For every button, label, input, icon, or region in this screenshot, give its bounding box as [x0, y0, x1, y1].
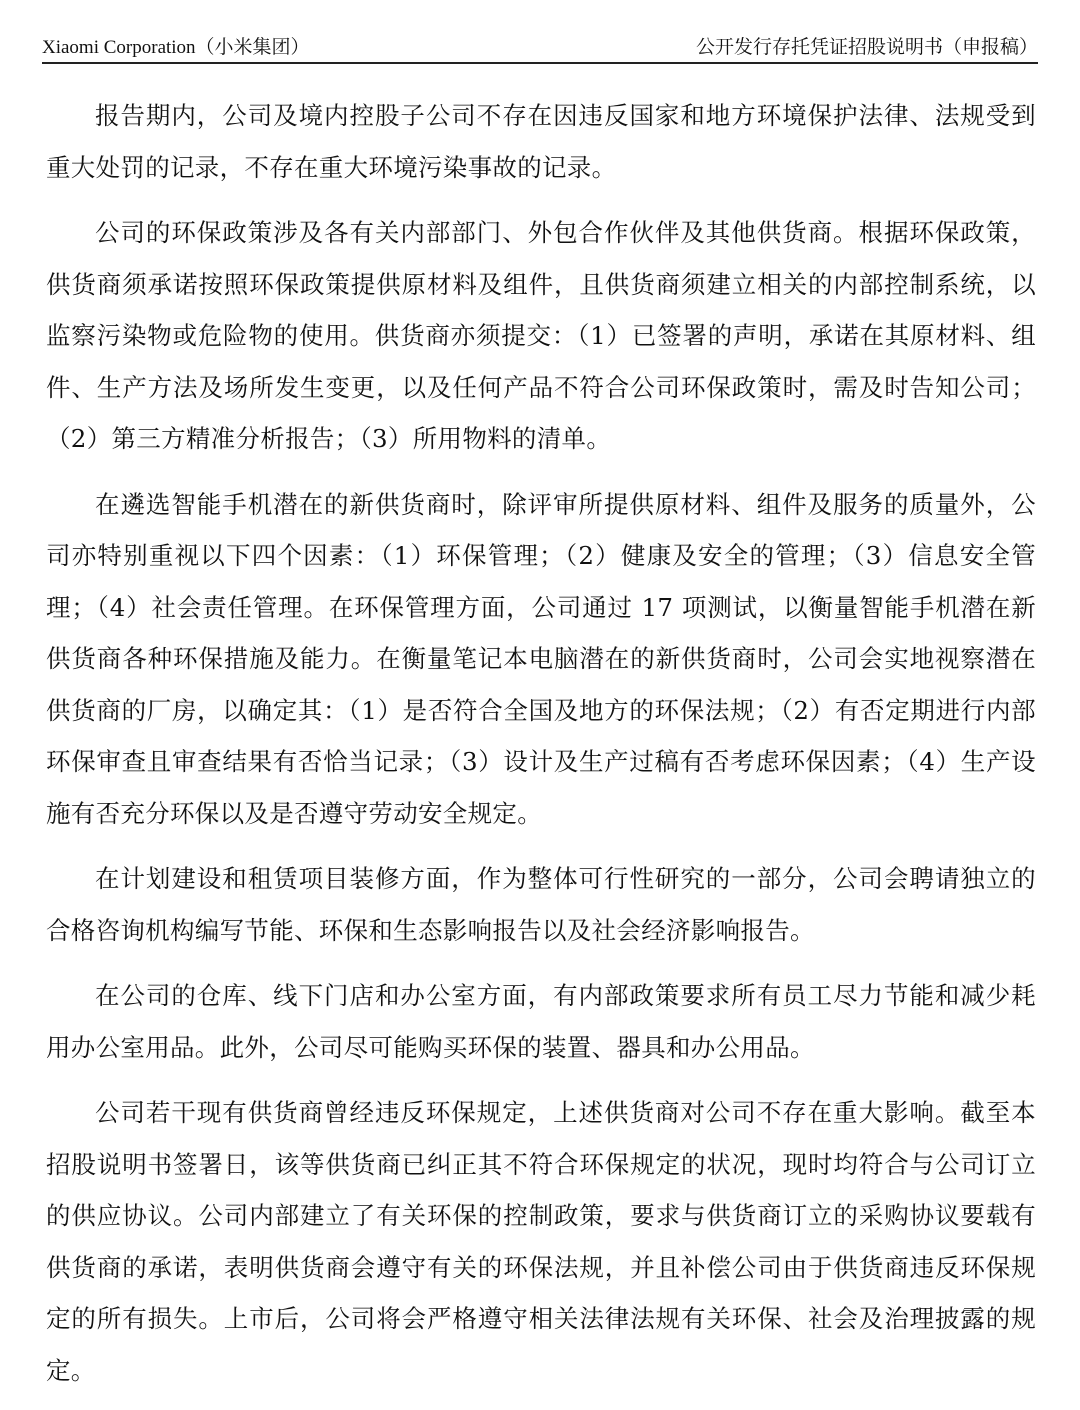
paragraph-environmental-policy: 公司的环保政策涉及各有关内部部门、外包合作伙伴及其他供货商。根据环保政策，供货商须承诺按照环保政策提供原材料及组件，且供货商须建立相关的内部控制系统，以监察污染物或危险物的使用。供货商亦须提交：（1）已签署的声明，承诺在其原材料、组件、生产方法及场所发生变更，以及任何产品不符合公司环保政策时，需及时告知公司；（2）第三方精准分析报告；（3）所用物料的清单。 [46, 218, 1036, 453]
paragraph-supplier-violations: 公司若干现有供货商曾经违反环保规定，上述供货商对公司不存在重大影响。截至本招股说明书签署日，该等供货商已纠正其不符合环保规定的状况，现时均符合与公司订立的供应协议。公司内部建立了有关环保的控制政策，要求与供货商订立的采购协议要载有供货商的承诺，表明供货商会遵守有关的环保法规，并且补偿公司由于供货商违反环保规定的所有损失。上市后，公司将会严格遵守相关法律法规有关环保、社会及治理披露的规定。 [46, 1098, 1036, 1385]
document-body [46, 90, 1036, 1410]
paragraph-legal-compliance: 报告期内，公司及境内控股子公司不存在因违反国家和地方环境保护法律、法规受到重大处罚的记录，不存在重大环境污染事故的记录。 [46, 101, 1036, 182]
paragraph-office-policy: 在公司的仓库、线下门店和办公室方面，有内部政策要求所有员工尽力节能和减少耗用办公室用品。此外，公司尽可能购买环保的装置、器具和办公用品。 [46, 981, 1036, 1062]
header-company-name: Xiaomi Corporation（小米集团） [42, 37, 310, 58]
page-header [42, 30, 1038, 64]
paragraph-supplier-selection: 在遴选智能手机潜在的新供货商时，除评审所提供原材料、组件及服务的质量外，公司亦特别重视以下四个因素：（1）环保管理；（2）健康及安全的管理；（3）信息安全管理；（4）社会责任管理。在环保管理方面，公司通过 17 项测试，以衡量智能手机潜在新供货商各种环保措施及能力。在衡量笔记本电脑潜在的新供货商时，公司会实地视察潜在供货商的厂房，以确定其：（1）是否符合全国及地方的环保法规；（2）有否定期进行内部环保审查且审查结果有否恰当记录；（3）设计及生产过稿有否考虑环保因素；（4）生产设施有否充分环保以及是否遵守劳动安全规定。 [46, 489, 1036, 828]
paragraph-construction-projects: 在计划建设和租赁项目装修方面，作为整体可行性研究的一部分，公司会聘请独立的合格咨询机构编写节能、环保和生态影响报告以及社会经济影响报告。 [46, 864, 1036, 945]
header-document-title: 公开发行存托凭证招股说明书（申报稿） [695, 37, 1038, 58]
